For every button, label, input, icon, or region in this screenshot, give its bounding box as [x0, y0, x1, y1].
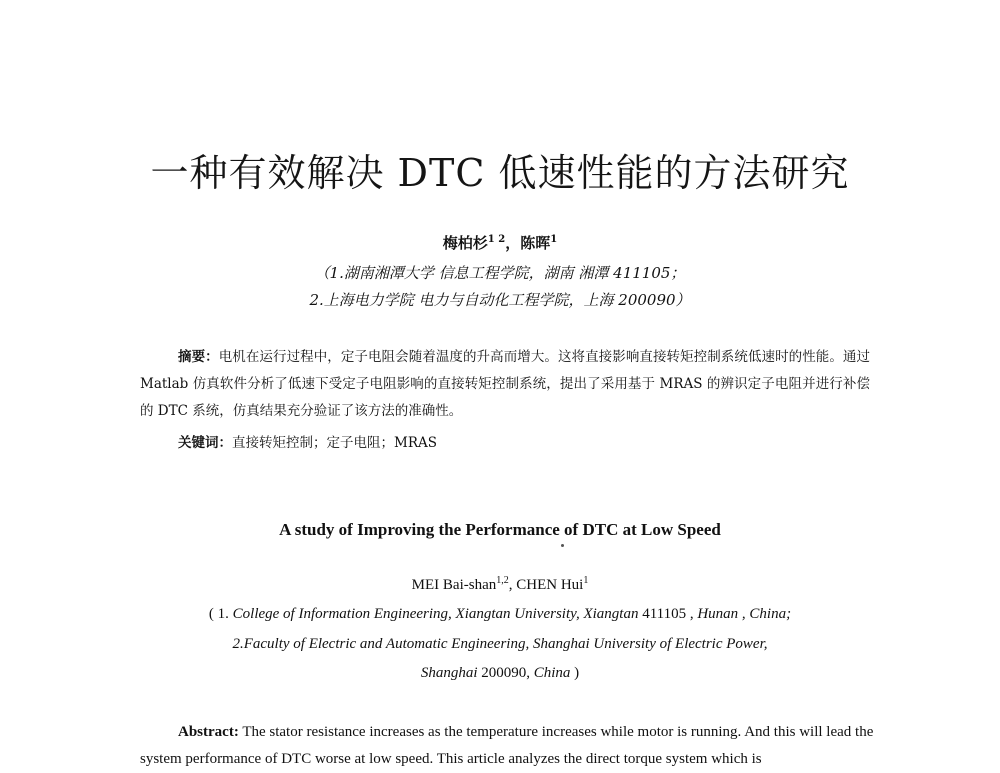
chinese-abstract-label: 摘要： [178, 349, 219, 365]
english-affiliation-1-region: Hunan , China; [697, 606, 792, 622]
english-author-separator: , [508, 577, 517, 593]
english-affiliation-1-name: College of Information Engineering, Xiangtan University, Xiangtan [232, 606, 639, 622]
english-author-1: MEI Bai-shan [411, 577, 497, 593]
chinese-author-1-affiliation: 1 2 [487, 234, 506, 245]
english-affiliation-3-code: 200090, [477, 665, 534, 681]
english-title: A study of Improving the Performance of DTC at Low Speed [279, 520, 721, 539]
english-author-2-affiliation: 1 [583, 575, 589, 586]
chinese-abstract [140, 344, 870, 425]
english-abstract-label: Abstract: [178, 724, 239, 740]
chinese-affiliation-2: 2.上海电力学院 电力与自动化工程学院，上海 200090） [309, 291, 691, 309]
english-affiliation-2: 2.Faculty of Electric and Automatic Engineering, Shanghai University of Electric Power, [232, 636, 768, 652]
english-abstract-text: The stator resistance increases as the temperature increases while motor is running. And this will lead the system performance of DTC worse at low speed. This article analyzes the direct torque system which is [140, 724, 874, 767]
english-author-1-affiliation: 1,2 [496, 575, 509, 586]
english-authors [0, 577, 1000, 594]
stray-dot [561, 544, 564, 547]
chinese-keywords-label: 关键词： [178, 435, 232, 451]
chinese-keywords [140, 430, 870, 457]
english-affiliation-3-close: ) [570, 665, 580, 681]
chinese-author-2: 陈晖 [520, 234, 551, 252]
english-affiliation-1 [0, 606, 1000, 623]
chinese-author-separator: ， [505, 234, 521, 252]
chinese-authors [0, 232, 1000, 253]
english-affiliation-1-code: 411105 , [638, 606, 698, 622]
chinese-affiliation-1: （1.湖南湘潭大学 信息工程学院，湖南 湘潭 411105； [314, 264, 686, 282]
chinese-author-1: 梅柏杉 [442, 234, 488, 252]
english-affiliation-1-open: ( 1. [208, 606, 233, 622]
english-author-2: CHEN Hui [516, 577, 584, 593]
chinese-keywords-text: 直接转矩控制；定子电阻；MRAS [232, 435, 437, 451]
english-affiliation-3-city: Shanghai [420, 665, 478, 681]
chinese-abstract-text: 电机在运行过程中，定子电阻会随着温度的升高而增大。这将直接影响直接转矩控制系统低速时的性能。通过 Matlab 仿真软件分析了低速下受定子电阻影响的直接转矩控制系统，提出了采用基于 MRAS 的辨识定子电阻并进行补偿的 DTC 系统，仿真结果充分验证了该方法的准确性。 [140, 349, 871, 419]
english-abstract [140, 719, 880, 773]
chinese-title: 一种有效解决 DTC 低速性能的方法研究 [150, 151, 850, 195]
english-affiliation-3-country: China [533, 665, 571, 681]
english-affiliation-3 [0, 665, 1000, 682]
chinese-author-2-affiliation: 1 [550, 234, 558, 245]
